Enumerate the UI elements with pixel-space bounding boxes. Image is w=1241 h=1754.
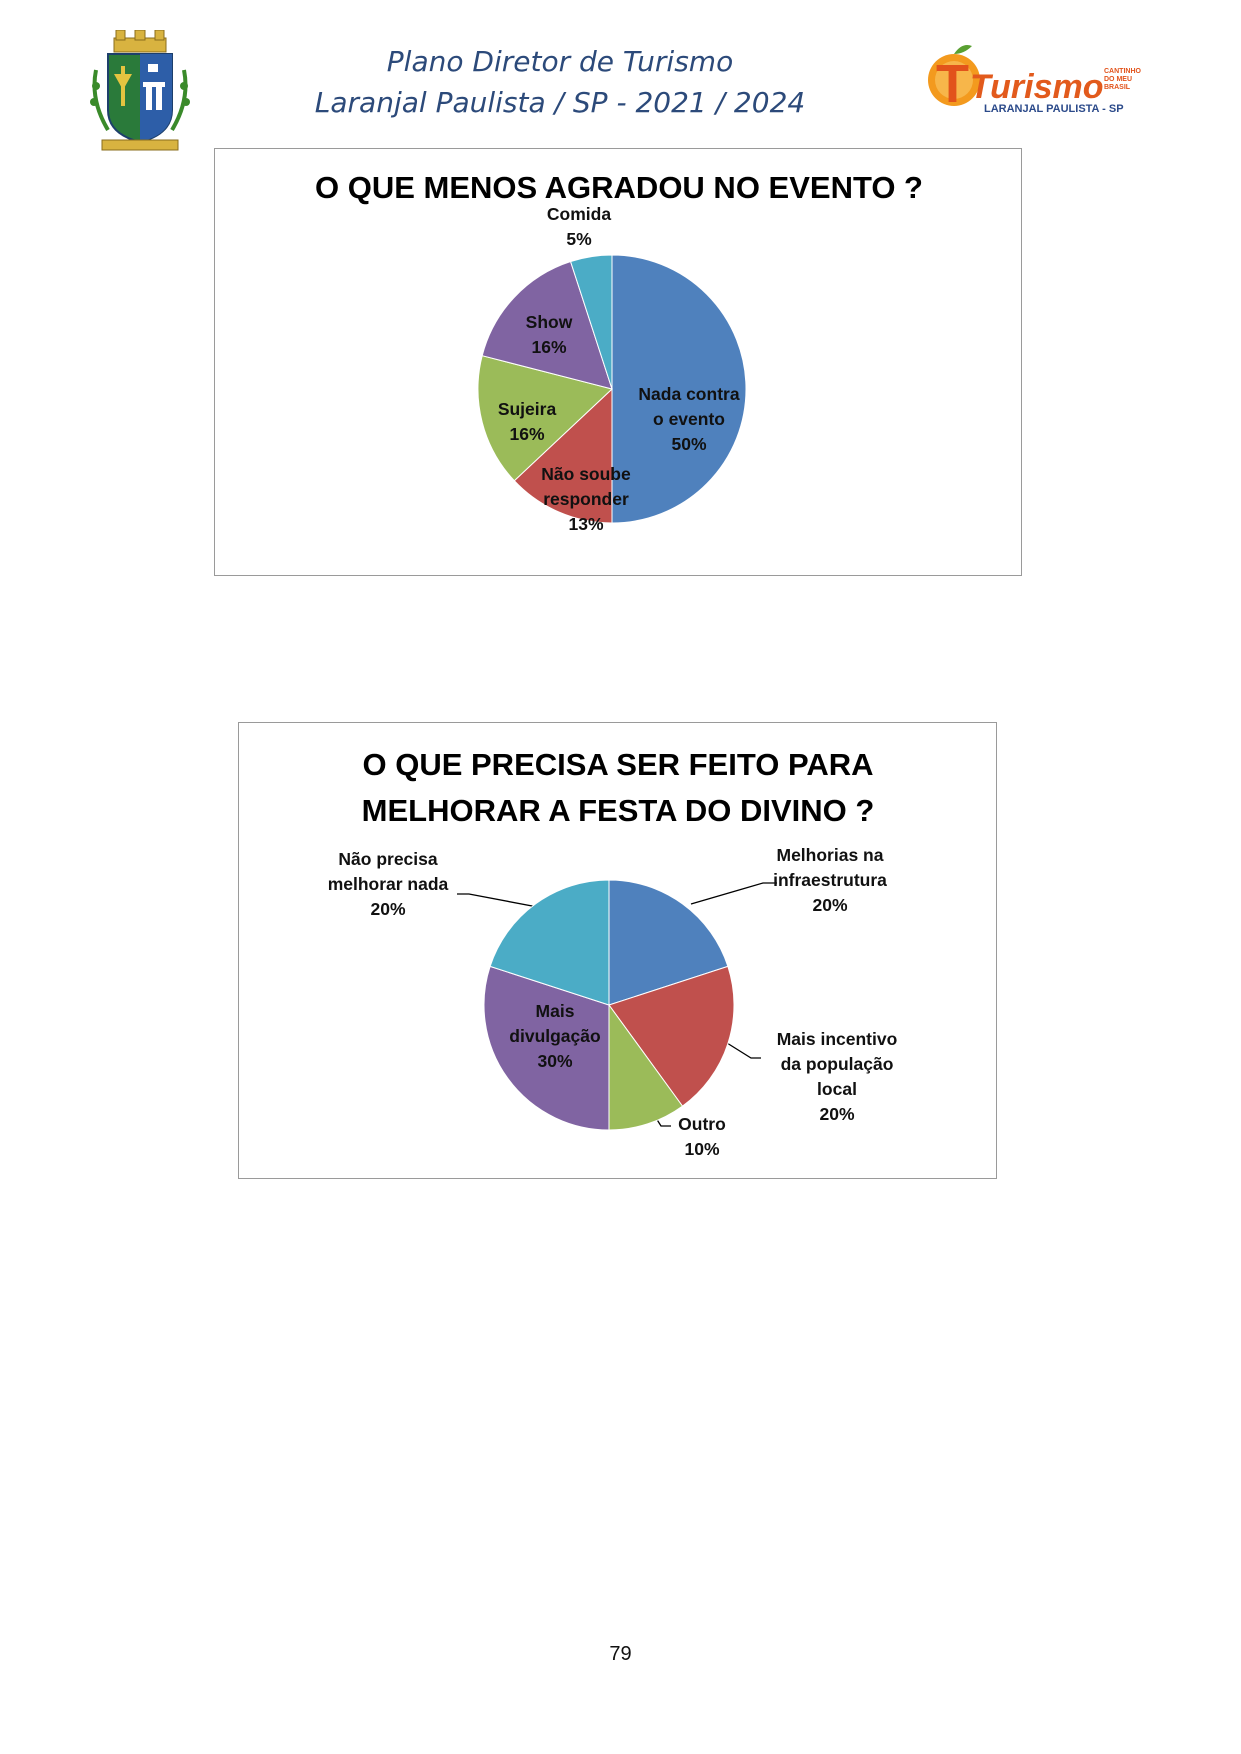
svg-text:DO MEU: DO MEU — [1104, 76, 1132, 83]
chart-title: O QUE MENOS AGRADOU NO EVENTO ? — [315, 170, 923, 205]
data-label-3: Mais divulgação 30% — [509, 1001, 601, 1071]
svg-text:T: T — [936, 54, 969, 114]
chart-least-liked-svg — [215, 149, 1023, 577]
document-title: Plano Diretor de Turismo — [386, 45, 734, 78]
data-label-4: Não precisa melhorar nada 20% — [327, 849, 449, 919]
turismo-brand-logo — [918, 40, 1150, 120]
chart-least-liked — [214, 148, 1022, 576]
data-label-1: Mais incentivo da população local 20% — [776, 1029, 898, 1124]
data-label-1: Não soube responder 13% — [541, 464, 631, 534]
chart-title-line-2: MELHORAR A FESTA DO DIVINO ? — [361, 793, 875, 828]
pie-slices — [484, 880, 734, 1130]
data-label-4: Comida 5% — [546, 204, 612, 249]
svg-text:BRASIL: BRASIL — [1104, 84, 1131, 91]
chart-improvements-svg — [239, 723, 998, 1180]
crown-icon — [114, 30, 166, 52]
page-number: 79 — [609, 1643, 632, 1665]
document-subtitle: Laranjal Paulista / SP - 2021 / 2024 — [314, 86, 806, 119]
chart-improvements — [238, 722, 997, 1179]
svg-text:Turismo: Turismo — [970, 68, 1104, 106]
leader-line-1 — [727, 1043, 761, 1058]
data-label-3: Show 16% — [525, 312, 573, 357]
data-label-2: Sujeira 16% — [497, 399, 557, 444]
data-label-0: Melhorias na infraestrutura 20% — [773, 845, 887, 915]
data-label-2: Outro 10% — [678, 1114, 726, 1159]
coat-of-arms-logo — [84, 30, 196, 152]
chart-title-line-1: O QUE PRECISA SER FEITO PARA — [362, 747, 874, 782]
svg-text:CANTINHO: CANTINHO — [1104, 68, 1141, 75]
svg-text:LARANJAL PAULISTA - SP: LARANJAL PAULISTA - SP — [984, 103, 1124, 115]
data-label-0: Nada contra o evento 50% — [638, 384, 740, 454]
leader-line-0 — [691, 883, 777, 904]
